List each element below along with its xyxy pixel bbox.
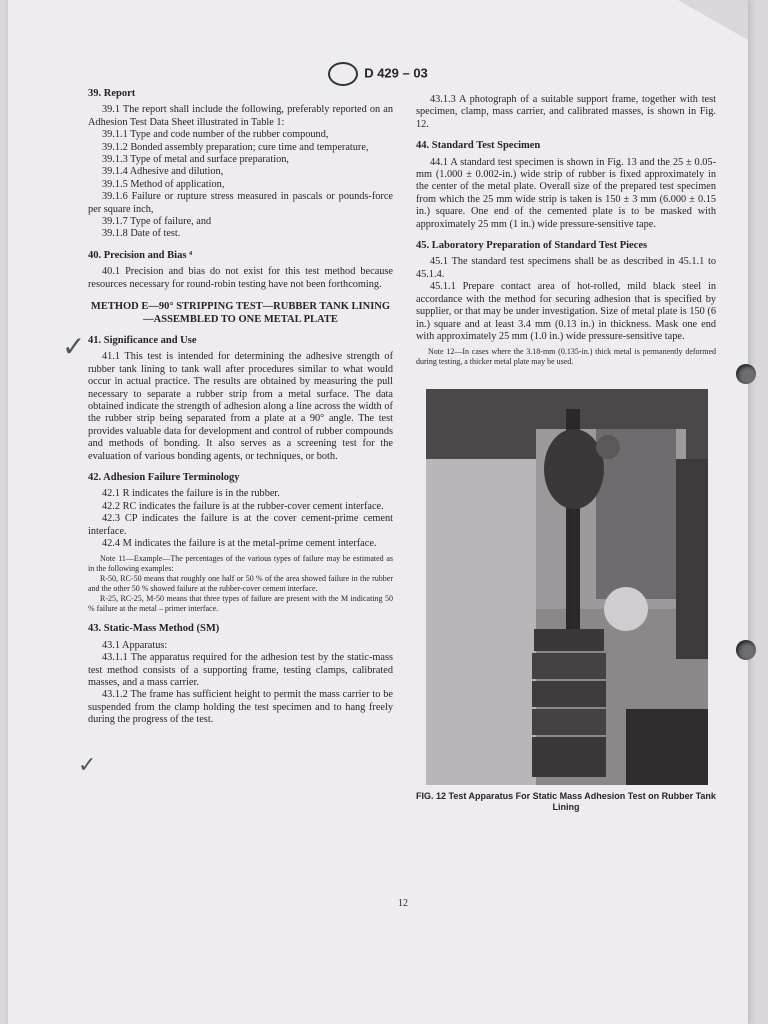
list-item: 39.1.2 Bonded assembly preparation; cure time and temperature, — [102, 141, 369, 153]
lab-prep-heading: 45. Laboratory Preparation of Standard Test Pieces — [416, 240, 648, 252]
list-item: 42.1 R indicates the failure is in the rubber. — [102, 488, 280, 500]
document-title: D 429 – 03 — [364, 65, 428, 81]
list-item: 43.1.2 The frame has sufficient height to permit the mass carrier to be suspended from the clamp holding the test specimen and to hang freely during the progress of the test. — [88, 689, 393, 726]
report-paragraph: 39.1 The report shall include the following, preferably reported on an Adhesion Test Data Sheet illustrated in Table 1: — [88, 104, 393, 128]
test-apparatus-photo — [426, 389, 708, 785]
precision-paragraph: 40.1 Precision and bias do not exist for this test method because resources necessary for round-robin testing have not been forthcoming. — [88, 266, 393, 290]
punch-hole — [736, 640, 756, 660]
terminology-heading: 42. Adhesion Failure Terminology — [88, 471, 240, 483]
note-11 — [88, 554, 393, 614]
note-line: R-50, RC-50 means that roughly one half or 50 % of the area showed failure in the rubber and the other 50 % showed failure at the rubber-cover cement interface. — [88, 574, 393, 594]
list-item: 39.1.8 Date of test. — [102, 228, 181, 240]
list-item: 42.3 CP indicates the failure is at the cover cement-prime cement interface. — [88, 513, 393, 537]
precision-heading: 40. Precision and Bias ⁴ — [88, 249, 193, 261]
astm-logo — [328, 62, 358, 86]
significance-paragraph: 41.1 This test is intended for determining the adhesive strength of rubber tank lining to tank wall after procedures similar to what would occur in actual practice. The results are obtained by measuring the pull necessary to separate a rubber strip from a metal surface. The data obtained indicate the strength of adhesion along a line across the width of the rubber strip being separated from a plate at a 90° angle. The test provides valuable data for development and control of rubber compounds and methods of bonding. It also serves as a screening test for the evaluation of various bonding agents, or techniques, or both. — [88, 351, 393, 462]
list-item: 43.1.1 The apparatus required for the adhesion test by the static-mass test method consists of a supporting frame, testing clamps, calibrated masses, and a mass carrier. — [88, 652, 393, 689]
figure-caption: FIG. 12 Test Apparatus For Static Mass Adhesion Test on Rubber Tank Lining — [416, 791, 716, 813]
method-heading: METHOD E—90° STRIPPING TEST—RUBBER TANK LINING—ASSEMBLED TO ONE METAL PLATE — [90, 301, 391, 325]
figure-12-photo — [426, 389, 708, 785]
specimen-paragraph: 44.1 A standard test specimen is shown in Fig. 13 and the 25 ± 0.05-mm (1.000 ± 0.002-in.) wide strip of rubber is fixed approximately in the center of the metal plate. Overall size of the prepared test specimen from which the 25 mm wide strip is taken is 150 ± 3 mm (6.000 ± 0.15 in.) square. One end of the cemented plate is to be masked with approximately 25 mm (1 in.) wide pressure-sensitive tape. — [416, 156, 716, 230]
note-line: R-25, RC-25, M-50 means that three types of failure are present with the M indicating 50 % failure at the metal – primer interface. — [88, 594, 393, 614]
page-number: 12 — [398, 898, 408, 909]
list-item: 42.2 RC indicates the failure is at the rubber-cover cement interface. — [102, 500, 384, 512]
document-page — [8, 0, 748, 1024]
paragraph-43-1-3: 43.1.3 A photograph of a suitable support frame, together with test specimen, clamp, mass carrier, and calibrated masses, is shown in Fig. 12. — [416, 94, 716, 130]
list-item: 43.1 Apparatus: — [102, 639, 168, 651]
note-12 — [416, 347, 716, 367]
report-heading: 39. Report — [88, 88, 136, 99]
lab-paragraph: 45.1 The standard test specimens shall be as described in 45.1.1 to 45.1.4. — [416, 256, 716, 280]
note-line: Note 12—In cases where the 3.18-mm (0.135-in.) thick metal is permanently deformed during testing, a thicker metal plate may be used. — [416, 347, 716, 367]
static-mass-heading: 43. Static-Mass Method (SM) — [88, 623, 220, 635]
list-item: 42.4 M indicates the failure is at the metal-prime cement interface. — [102, 538, 377, 549]
document-header — [8, 62, 748, 86]
list-item: 39.1.5 Method of application, — [102, 178, 225, 190]
specimen-heading: 44. Standard Test Specimen — [416, 140, 541, 152]
right-column — [416, 94, 716, 813]
checkmark-annotation: ✓ — [62, 332, 86, 363]
lab-paragraph: 45.1.1 Prepare contact area of hot-rolled, mild black steel in accordance with the method for securing adhesion that is specified by supplier, or that may be under investigation. Size of metal plate is 150 (6 in.) square and at least 3.4 mm (0.13 in.) in thickness. Mask one end with approximately 25 mm (1.0 in.) wide pressure-sensitive tape. — [416, 281, 716, 342]
checkmark-annotation: ✓ — [78, 752, 97, 777]
list-item: 39.1.1 Type and code number of the rubber compound, — [102, 129, 329, 141]
note-line: Note 11—Example—The percentages of the various types of failure may be estimated as in the following examples: — [88, 554, 393, 574]
left-column — [88, 88, 393, 727]
list-item: 39.1.7 Type of failure, and — [102, 216, 212, 228]
significance-heading: 41. Significance and Use — [88, 334, 197, 346]
page-corner-fold — [678, 0, 748, 40]
list-item: 39.1.4 Adhesive and dilution, — [102, 166, 224, 178]
punch-hole — [736, 364, 756, 384]
list-item: 39.1.3 Type of metal and surface preparation, — [102, 154, 289, 166]
list-item: 39.1.6 Failure or rupture stress measured in pascals or pounds-force per square inch, — [88, 191, 393, 215]
